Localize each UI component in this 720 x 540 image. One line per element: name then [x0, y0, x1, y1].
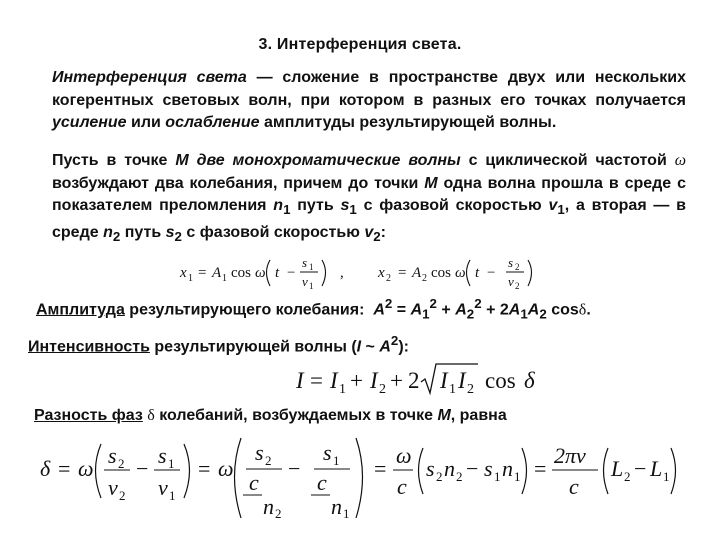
cos-function: cos [431, 265, 451, 281]
subscript: 2 [265, 453, 272, 468]
n2-symbol: n [103, 223, 113, 241]
cos-function: cos [551, 301, 579, 319]
point-m: M [424, 174, 438, 192]
definition-text-end: амплитуды результирующей волны. [263, 114, 557, 131]
delta-symbol: δ [40, 456, 51, 481]
a-symbol: A [373, 301, 385, 319]
x2-symbol: x [378, 265, 385, 281]
left-paren [604, 448, 609, 494]
intensity-equation [290, 360, 570, 400]
superscript: 2 [384, 296, 393, 311]
n1-symbol: n [502, 456, 513, 481]
subscript: 2 [119, 488, 126, 503]
superscript: 2 [429, 296, 437, 311]
emphasis-amplification: усиление [52, 114, 127, 131]
setup-text: с циклической частотой [468, 152, 667, 169]
phase-difference-end: , равна [450, 407, 507, 424]
phase-difference-line [34, 407, 507, 425]
subscript: 1 [343, 506, 350, 521]
subscript: 1 [309, 281, 314, 291]
subscript: 2 [112, 228, 121, 244]
omega-symbol: ω [674, 152, 686, 169]
a2-symbol: A [527, 301, 540, 319]
equals-sign: = [374, 456, 387, 481]
n2-symbol: n [444, 456, 455, 481]
phase-difference-text: колебаний, возбуждаемых в точке [159, 407, 433, 424]
subscript: 2 [466, 306, 475, 322]
omega-symbol: ω [255, 265, 266, 281]
setup-text: Пусть в точке [52, 152, 168, 169]
plus-two: + 2 [486, 301, 509, 319]
subscript: 2 [456, 469, 463, 484]
s1-symbol: s [323, 440, 332, 465]
intensity-line [28, 333, 409, 356]
s2-symbol: s [426, 456, 435, 481]
c-symbol: c [397, 474, 407, 499]
plus-sign: + [390, 368, 403, 393]
left-paren [467, 260, 471, 286]
subscript: 1 [557, 202, 565, 218]
oscillation-equations [150, 250, 590, 294]
setup-text: : [380, 223, 386, 241]
amplitude-label: Амплитуда [36, 301, 125, 319]
subscript: 1 [169, 488, 176, 503]
subscript: 2 [379, 382, 386, 397]
setup-text: одна волна прошла в среде с показателем преломления [52, 174, 686, 214]
period: . [586, 301, 591, 319]
plus-sign: + [350, 368, 363, 393]
v1-symbol: v [158, 475, 168, 500]
c-symbol: c [317, 470, 327, 495]
subscript: 1 [514, 469, 521, 484]
i1-symbol: I [440, 368, 448, 393]
definition-paragraph [52, 67, 686, 135]
omega-symbol: ω [396, 443, 412, 468]
i1-symbol: I [330, 368, 338, 393]
setup-paragraph [52, 150, 686, 248]
minus-sign: − [136, 456, 149, 481]
equals-sign: = [310, 368, 323, 393]
intensity-text: результирующей волны ( [154, 338, 357, 356]
conjunction: или [131, 114, 161, 131]
right-paren [356, 438, 363, 518]
omega-symbol: ω [455, 265, 466, 281]
amplitude-line [36, 296, 591, 322]
subscript: 1 [168, 456, 175, 471]
a1-symbol: A [212, 265, 222, 281]
s2-symbol: s [508, 255, 514, 270]
t-symbol: t [475, 265, 480, 281]
equals-sign: = [198, 456, 211, 481]
left-paren [96, 444, 102, 498]
a1-symbol: A [410, 301, 423, 319]
intensity-label: Интенсивность [28, 338, 150, 356]
phase-difference-label: Разность фаз [34, 407, 143, 424]
v1-symbol: v [302, 274, 308, 289]
s2-symbol: s [108, 443, 117, 468]
two-pi-nu: 2πν [554, 443, 586, 468]
setup-text: с фазовой скоростью [363, 197, 542, 214]
delta-symbol: δ [578, 301, 587, 319]
x1-symbol: x [180, 265, 187, 281]
subscript: 2 [436, 469, 443, 484]
amplitude-text: результирующего колебания: [129, 301, 365, 319]
setup-text: путь [124, 223, 162, 241]
v2-symbol: v [508, 274, 514, 289]
slide-title: 3. Интерференция света. [258, 36, 462, 53]
right-paren [671, 448, 676, 494]
minus-sign: − [288, 456, 301, 481]
subscript: 1 [188, 273, 193, 284]
subscript: 2 [624, 469, 631, 484]
omega-symbol: ω [218, 456, 234, 481]
setup-text: путь [297, 197, 334, 214]
subscript: 2 [539, 306, 547, 322]
subscript: 2 [386, 273, 391, 284]
coefficient-two: 2 [408, 368, 420, 393]
subscript: 2 [515, 262, 520, 272]
subscript: 1 [222, 273, 227, 284]
equals-sign: = [534, 456, 547, 481]
v1-symbol: v [548, 197, 558, 214]
n1-symbol: n [273, 197, 284, 214]
n2-symbol: n [263, 494, 274, 519]
cos-function: cos [485, 368, 516, 393]
s1-symbol: s [484, 456, 493, 481]
subscript: 2 [422, 273, 427, 284]
definition-text: сложение в пространстве двух или нескольких когерентных световых волн, при котором в разных его точках получается [52, 69, 687, 109]
close-paren: ): [398, 338, 409, 356]
phase-equation-tail [688, 432, 718, 528]
left-paren [267, 260, 271, 286]
subscript: 1 [663, 469, 670, 484]
a2-symbol: A [455, 301, 467, 319]
comma: , [340, 265, 344, 281]
monochromatic-waves: две монохроматические волны [196, 152, 461, 169]
subscript: 1 [349, 202, 357, 218]
dash: — [256, 69, 273, 86]
subscript: 2 [174, 228, 182, 244]
t-symbol: t [275, 265, 280, 281]
subscript: 2 [515, 281, 520, 291]
v2-symbol: v [364, 223, 374, 241]
s1-symbol: s [302, 255, 308, 270]
subscript: 1 [283, 202, 291, 218]
i2-symbol: I [370, 368, 378, 393]
subscript: 1 [494, 469, 501, 484]
delta-symbol: δ [524, 368, 535, 393]
l2-symbol: L [611, 456, 624, 481]
right-paren [522, 448, 527, 494]
subscript: 2 [373, 228, 381, 244]
c-symbol: c [249, 470, 259, 495]
subscript: 1 [422, 306, 430, 322]
subscript: 1 [309, 262, 314, 272]
s1-symbol: s [340, 197, 350, 214]
superscript: 2 [390, 333, 399, 348]
subscript: 2 [118, 456, 125, 471]
subscript: 2 [275, 506, 282, 521]
point-m: M [175, 152, 189, 169]
minus-sign: − [287, 265, 296, 281]
subscript: 2 [467, 382, 474, 397]
right-paren [528, 260, 532, 286]
plus-sign: + [441, 301, 451, 319]
subscript: 1 [449, 382, 456, 397]
minus-sign: − [634, 456, 647, 481]
point-m: M [437, 407, 451, 424]
left-paren [419, 448, 424, 494]
a2-symbol: A [412, 265, 422, 281]
omega-symbol: ω [78, 456, 94, 481]
s2-symbol: s [255, 440, 264, 465]
right-paren [322, 260, 326, 286]
left-paren [235, 438, 242, 518]
cos-function: cos [231, 265, 251, 281]
phase-difference-equation [38, 432, 698, 528]
equals-sign: = [396, 301, 407, 319]
minus-sign: − [466, 456, 479, 481]
subscript: 1 [333, 453, 340, 468]
term-interference: Интерференция света [52, 69, 247, 86]
setup-text: возбуждают два колебания, причем до точки [52, 174, 419, 192]
subscript: 1 [339, 382, 346, 397]
l1-symbol: L [650, 456, 663, 481]
s1-symbol: s [158, 443, 167, 468]
setup-text: , а вторая — в среде [52, 197, 687, 241]
i2-symbol: I [458, 368, 466, 393]
a-symbol: A [379, 338, 391, 356]
s2-symbol: s [165, 223, 175, 241]
i-symbol: I [356, 338, 362, 356]
right-paren [184, 444, 190, 498]
n1-symbol: n [331, 494, 342, 519]
equals-sign: = [198, 265, 207, 281]
v2-symbol: v [108, 475, 118, 500]
equals-sign: = [58, 456, 71, 481]
minus-sign: − [487, 265, 496, 281]
equals-sign: = [398, 265, 407, 281]
delta-symbol: δ [147, 407, 155, 424]
emphasis-attenuation: ослабление [165, 114, 260, 131]
subscript: 1 [520, 306, 528, 322]
setup-text: с фазовой скоростью [186, 223, 360, 241]
tilde: ~ [365, 338, 375, 356]
superscript: 2 [474, 296, 482, 311]
a1-symbol: A [508, 301, 521, 319]
c-symbol: c [569, 474, 579, 499]
i-symbol: I [296, 368, 304, 393]
